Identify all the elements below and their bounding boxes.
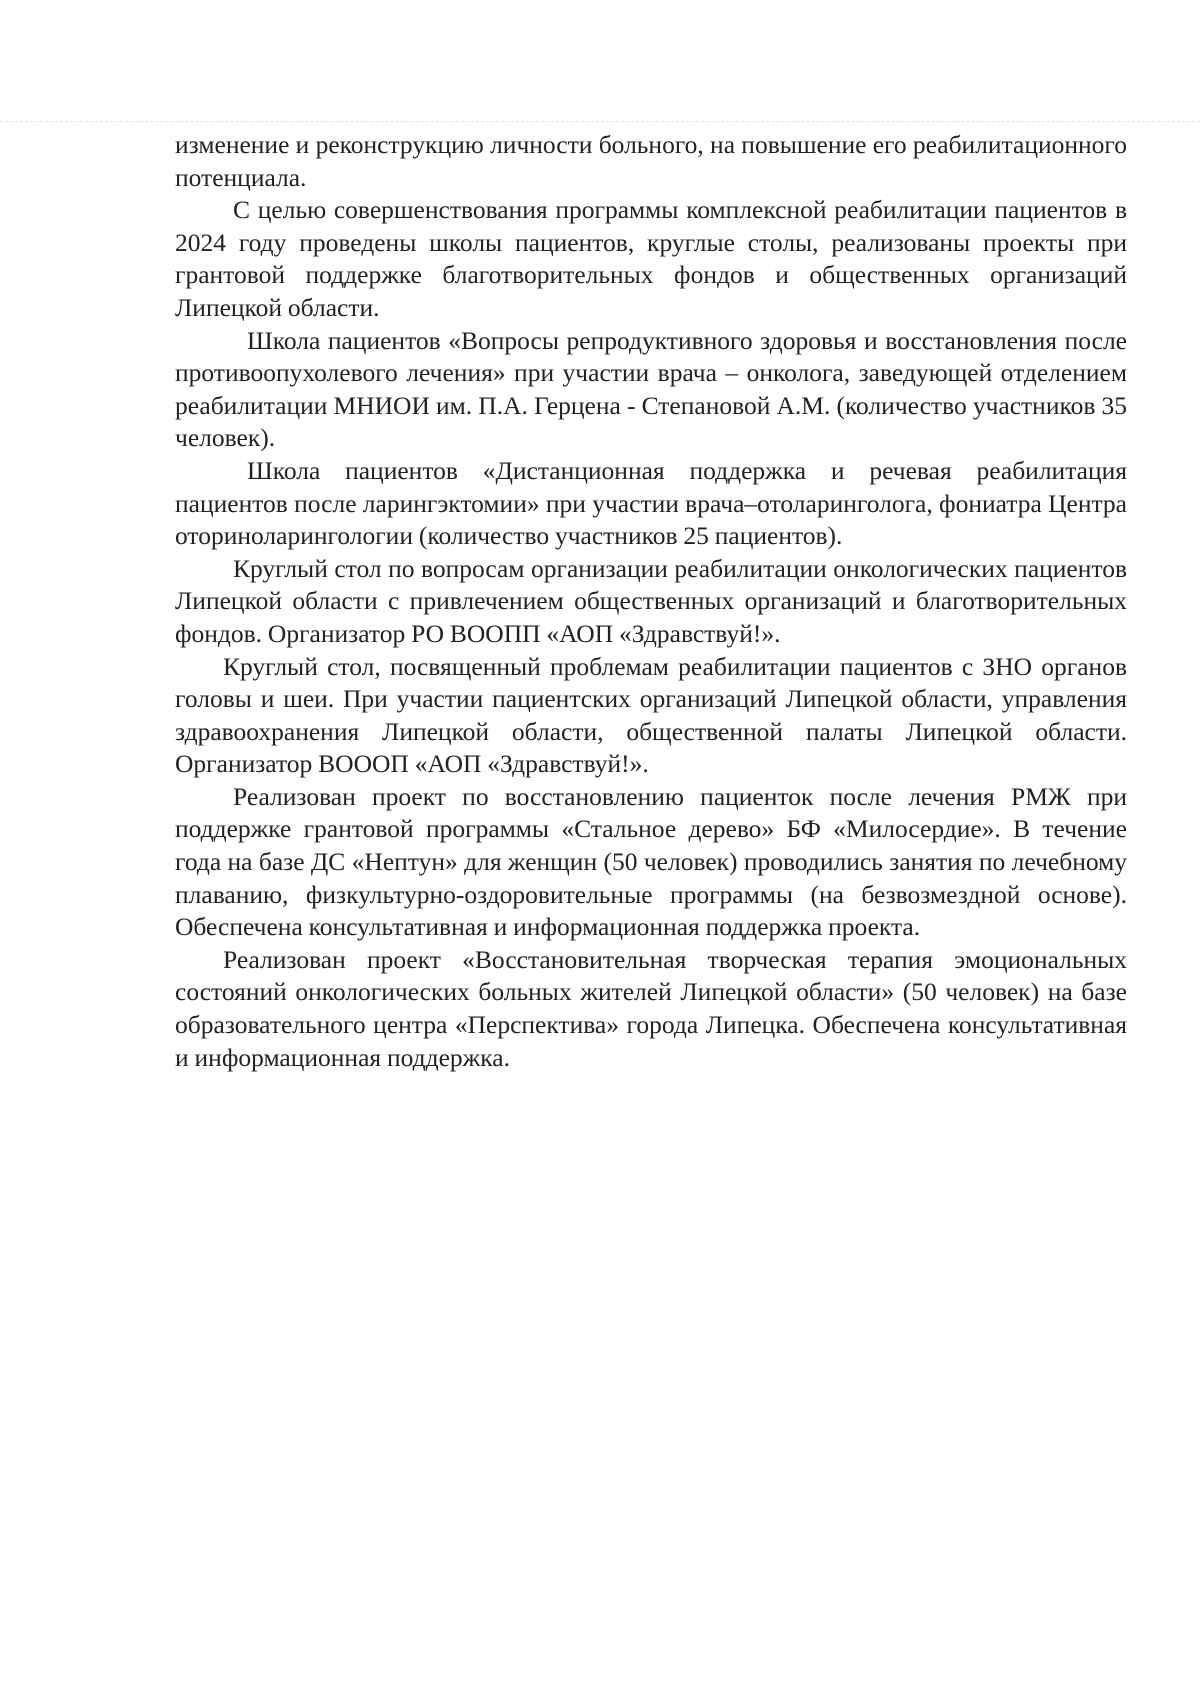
paragraph-project-breast-cancer: Реализован проект по восстановлению пациенток после лечения РМЖ при поддержке грантовой программы «Стальное дерево» БФ «Милосердие». В течение года на базе ДС «Нептун» для женщин (50 человек) проводились занятия по лечебному плаванию, физкультурно-оздоровительные программы (на безвозмездной основе). Обеспечена консультативная и информационная поддержка проекта. <box>175 781 1127 942</box>
paragraph-continuation: изменение и реконструкцию личности больного, на повышение его реабилитационного потенциала. <box>175 130 1127 192</box>
paragraph-school-laryngectomy: Школа пациентов «Дистанционная поддержка и речевая реабилитация пациентов после ларингэктомии» при участии врача–отоларинголога, фониатра Центра оториноларингологии (количество участников 25 пациентов). <box>175 455 1127 551</box>
paragraph-project-creative-therapy: Реализован проект «Восстановительная творческая терапия эмоциональных состояний онкологических больных жителей Липецкой области» (50 человек) на базе образовательного центра «Перспектива» города Липецка. Обеспечена консультативная и информационная поддержка. <box>175 944 1127 1072</box>
paragraph-round-table-2: Круглый стол, посвященный проблемам реабилитации пациентов с ЗНО органов головы и шеи. При участии пациентских организаций Липецкой области, управления здравоохранения Липецкой области, общественной палаты Липецкой области. Организатор ВОООП «АОП «Здравствуй!». <box>175 651 1127 779</box>
document-body <box>175 129 1127 1074</box>
scan-artifact-line <box>0 121 1200 122</box>
paragraph-round-table-1: Круглый стол по вопросам организации реабилитации онкологических пациентов Липецкой области с привлечением общественных организаций и благотворительных фондов. Организатор РО ВООПП «АОП «Здравствуй!». <box>175 553 1127 648</box>
paragraph-intro: С целью совершенствования программы комплексной реабилитации пациентов в 2024 году проведены школы пациентов, круглые столы, реализованы проекты при грантовой поддержке благотворительных фондов и общественных организаций Липецкой области. <box>175 195 1127 322</box>
paragraph-school-reproductive: Школа пациентов «Вопросы репродуктивного здоровья и восстановления после противоопухолевого лечения» при участии врача – онколога, заведующей отделением реабилитации МНИОИ им. П.А. Герцена - Степановой А.М. (количество участников 35 человек). <box>175 325 1127 453</box>
